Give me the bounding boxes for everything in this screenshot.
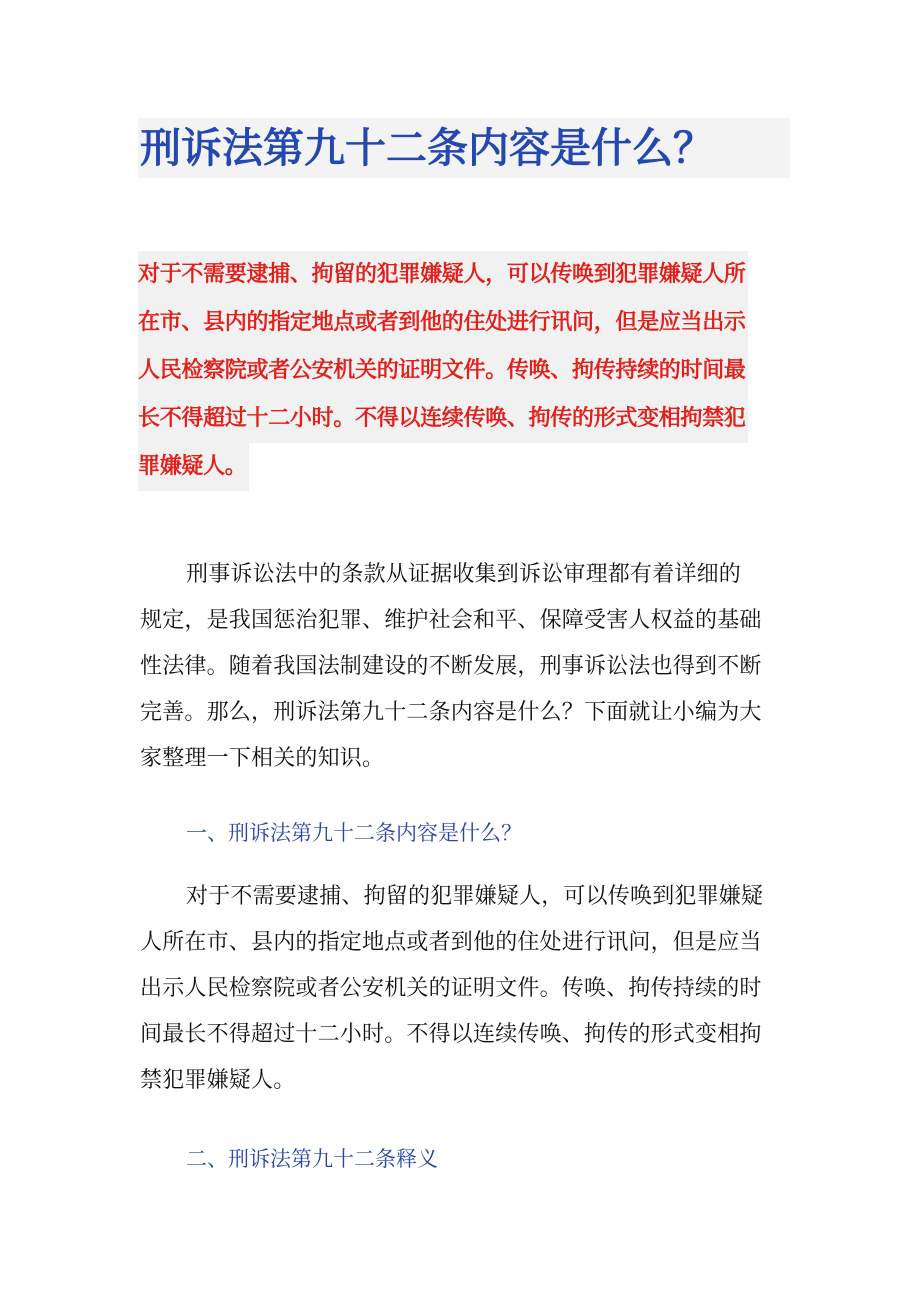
- intro-line: 规定，是我国惩治犯罪、维护社会和平、保障受害人权益的基础: [140, 608, 762, 633]
- section-heading-2: 二、刑诉法第九十二条释义: [186, 1147, 438, 1171]
- intro-paragraph: [140, 552, 786, 782]
- summary-line: 人民检察院或者公安机关的证明文件。传唤、拘传持续的时间最: [138, 347, 782, 395]
- title-highlight: [138, 118, 790, 178]
- summary-line: 长不得超过十二小时。不得以连续传唤、拘传的形式变相拘禁犯: [138, 395, 782, 443]
- summary-line: 罪嫌疑人。: [138, 443, 782, 491]
- summary-paragraph: [138, 251, 782, 491]
- section1-line: 对于不需要逮捕、拘留的犯罪嫌疑人，可以传唤到犯罪嫌疑: [186, 884, 764, 909]
- section1-line: 出示人民检察院或者公安机关的证明文件。传唤、拘传持续的时: [140, 976, 762, 1001]
- section1-line: 禁犯罪嫌疑人。: [140, 1068, 296, 1093]
- section-heading-1: 一、刑诉法第九十二条内容是什么？: [186, 821, 522, 845]
- intro-line: 完善。那么，刑诉法第九十二条内容是什么？下面就让小编为大: [140, 700, 762, 725]
- section1-line: 人所在市、县内的指定地点或者到他的住处进行讯问，但是应当: [140, 930, 762, 955]
- section1-line: 间最长不得超过十二小时。不得以连续传唤、拘传的形式变相拘: [140, 1022, 762, 1047]
- summary-line: 在市、县内的指定地点或者到他的住处进行讯问，但是应当出示: [138, 299, 782, 347]
- summary-line: 对于不需要逮捕、拘留的犯罪嫌疑人，可以传唤到犯罪嫌疑人所: [138, 251, 782, 299]
- intro-line: 刑事诉讼法中的条款从证据收集到诉讼审理都有着详细的: [186, 562, 742, 587]
- intro-line: 家整理一下相关的知识。: [140, 746, 385, 771]
- section1-paragraph: [140, 874, 786, 1104]
- intro-line: 性法律。随着我国法制建设的不断发展，刑事诉讼法也得到不断: [140, 654, 762, 679]
- page-title: 刑诉法第九十二条内容是什么？: [140, 124, 714, 172]
